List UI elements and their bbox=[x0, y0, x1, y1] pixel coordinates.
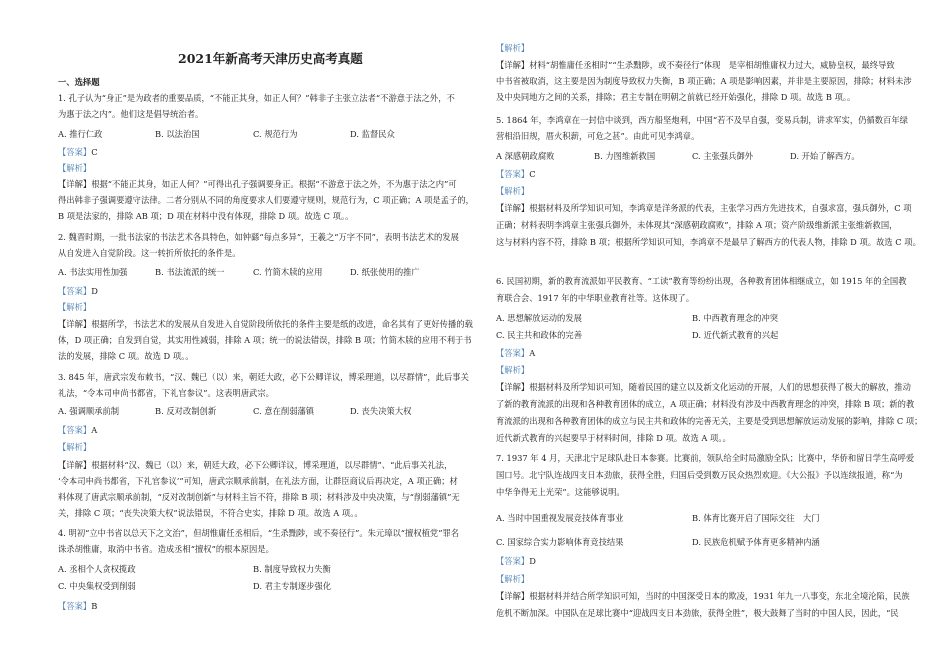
q2-option-a: A. 书法实用性加强 bbox=[58, 267, 128, 277]
q6-detail-line: 近代新式教育的兴起要早于材料时间，排除 D 项。故选 A 项。。 bbox=[496, 433, 731, 443]
q7-answer: 【答案】D bbox=[496, 556, 536, 566]
q3-option-a: A. 强调顺承前制 bbox=[58, 406, 120, 416]
q2-stem-line: 2. 魏晋时期，一批书法家的书法艺术各具特色，如钟繇“每点多异”，王羲之“万字不同”，表明书法艺术的发展 bbox=[58, 232, 459, 242]
q1-option-c: C. 规范行为 bbox=[253, 129, 298, 139]
q6-detail-line: 了新的教育流派的出现和各种教育团体的成立，A 项正确；材料没有涉及中西教育理念的冲突，排除 B 项；新的教 bbox=[496, 399, 915, 409]
q4-detail-line: 及中央同地方之间的关系，排除；君主专制在明朝之前就已经开始强化，排除 D 项。故选 B 项。。 bbox=[496, 92, 856, 102]
q2-analysis-label: 【解析】 bbox=[58, 302, 92, 312]
q3-option-c: C. 意在削弱藩镇 bbox=[253, 406, 315, 416]
q1-stem-line: 为惠于法之内”。他们这是倡导统治者。 bbox=[58, 109, 204, 119]
q4-detail-line: 中书省被取消，这主要是因为制度导致权力失衡，B 项正确；A 项是影响因素，并非是主要原因，排除；材料未涉 bbox=[496, 76, 912, 86]
q7-analysis-label: 【解析】 bbox=[496, 574, 530, 584]
q2-detail-line: 法的发展，排除 C 项。故选 D 项。。 bbox=[58, 351, 194, 361]
q6-detail-line: 育流派的出现和各种教育团体的成立与民主共和政体的完善无关，主要是受到思想解放运动发展的影响，排除 C 项； bbox=[496, 416, 923, 426]
q3-stem-line: 3. 845 年，唐武宗发布敕书，“汉、魏已（以）来，朝廷大政，必下公卿详议，博采理道，以尽群情”，此后事关 bbox=[58, 372, 469, 382]
q4-option-a: A. 丞相个人贪权揽政 bbox=[58, 564, 136, 574]
q5-answer: 【答案】C bbox=[496, 169, 536, 179]
q5-stem-line: 营相沿旧规，厝火积薪，可危之甚”。由此可见李鸿章。 bbox=[496, 131, 700, 141]
q5-option-d: D. 开始了解西方。 bbox=[790, 151, 860, 161]
q4-answer: 【答案】B bbox=[58, 601, 98, 611]
q2-detail-line: 【详解】根据所学，书法艺术的发展从自发进入自觉阶段所依托的条件主要是纸的改进，命名其有了更好传播的载 bbox=[58, 319, 473, 329]
q5-detail-line: 正确；材料表明李鸿章主张强兵御外，未体现其“深感朝政腐败”，排除 A 项；资产阶级维新派主张维新救国， bbox=[496, 220, 898, 230]
q1-stem-line: 1. 孔子认为“身正”是为政者的重要品质，“不能正其身，如正人何？”韩非子主张立法者“不游意于法之外，不 bbox=[58, 93, 455, 103]
q6-option-d: D. 近代新式教育的兴起 bbox=[692, 330, 779, 340]
q5-option-b: B. 力图维新救国 bbox=[594, 151, 656, 161]
q6-option-c: C. 民主共和政体的完善 bbox=[496, 330, 582, 340]
q6-option-b: B. 中西教育理念的冲突 bbox=[692, 313, 779, 323]
q3-detail-line: ‘令本司申尚书都省，下礼官参议’”可知，唐武宗顺承前制，在礼法方面，让群臣商议后再决定，A 项正确；材 bbox=[58, 476, 458, 486]
q7-option-d: D. 民族危机赋予体育更多精神内涵 bbox=[692, 537, 820, 547]
section-heading: 一、选择题 bbox=[58, 77, 100, 87]
q6-stem-line: 6. 民国初期，新的教育流派如平民教育、“工读”教育等纷纷出现，各种教育团体相继成立，如 1915 年的全国教 bbox=[496, 276, 907, 286]
q4-option-d: D. 君主专制逐步强化 bbox=[253, 581, 332, 591]
q3-detail-line: 关，排除 C 项；“丧失决策大权”说法错误，不符合史实，排除 D 项。故选 A 项。。 bbox=[58, 508, 363, 518]
q7-option-c: C. 国家综合实力影响体育竞技结果 bbox=[496, 537, 624, 547]
q1-detail-line: 得出韩非子强调要遵守法律。二者分别从不同的角度要求人们要遵守规则，规范行为，C 项正确；A 项是孟子的， bbox=[58, 195, 474, 205]
q7-option-a: A. 当时中国重视发展竞技体育事业 bbox=[496, 513, 624, 523]
q4-analysis-label: 【解析】 bbox=[496, 43, 530, 53]
q3-stem-line: 礼法，“令本司申尚书都省，下礼官参议”。这表明唐武宗。 bbox=[58, 388, 274, 398]
q5-option-a: A 深感朝政腐败 bbox=[496, 151, 555, 161]
q1-option-d: D. 监督民众 bbox=[350, 129, 395, 139]
q3-detail-line: 料体现了唐武宗顺承前制，“反对改制创新”与材料主旨不符，排除 B 项；材料涉及中央决策，与“削弱藩镇”无 bbox=[58, 492, 460, 502]
q1-answer: 【答案】C bbox=[58, 147, 98, 157]
page-title: 2021年新高考天津历史高考真题 bbox=[178, 51, 363, 66]
q7-detail-line: 【详解】根据材料并结合所学知识可知，当时的中国深受日本的欺凌，1931 年九一八事变，东北全境沦陷，民族 bbox=[496, 591, 910, 601]
q1-detail-line: B 项是法家的，排除 AB 项；D 项在材料中没有体现，排除 D 项。故选 C 项。。 bbox=[58, 211, 354, 221]
q5-detail-line: 这与材料内容不符，排除 B 项；根据所学知识可知，李鸿章不是最早了解西方的代表人物，排除 D 项。故选 C 项。 bbox=[496, 237, 921, 247]
q5-detail-line: 【详解】根据材料及所学知识可知，李鸿章是洋务派的代表，主张学习西方先进技术，自强求富，强兵御外，C 项 bbox=[496, 203, 912, 213]
q4-stem-line: 4. 明初“立中书省以总天下之文治”，但胡惟庸任丞相后，“生杀黜陟，或不奏径行”。朱元璋以“擅权植党”罪名 bbox=[58, 528, 460, 538]
q2-answer: 【答案】D bbox=[58, 286, 98, 296]
q3-detail-line: 【详解】根据材料“汉、魏已（以）来，朝廷大政，必下公卿详议，博采理道，以尽群情”、“此后事关礼法， bbox=[58, 460, 453, 470]
q5-option-c: C. 主张强兵御外 bbox=[692, 151, 754, 161]
q6-option-a: A. 思想解放运动的发展 bbox=[496, 313, 582, 323]
q7-detail-line: 危机不断加深。中国队在足球比赛中“迎战四支日本劲旅，获得全胜”，极大鼓舞了当时的中国人民，因此，“民 bbox=[496, 608, 899, 618]
q1-detail-line: 【详解】根据“不能正其身，如正人何？”可得出孔子强调要身正。根据“不游意于法之外，不为惠于法之内”可 bbox=[58, 179, 457, 189]
q6-stem-line: 育联合会、1917 年的中华职业教育社等。这体现了。 bbox=[496, 293, 694, 303]
q5-analysis-label: 【解析】 bbox=[496, 186, 530, 196]
q7-option-b: B. 体育比赛开启了国际交往 大门 bbox=[692, 513, 820, 523]
q4-detail-line: 【详解】材料“胡惟庸任丞相时”“生杀黜陟，或不奏径行”体现 是宰相胡惟庸权力过大，威胁皇权，最终导致 bbox=[496, 60, 895, 70]
q6-analysis-label: 【解析】 bbox=[496, 365, 530, 375]
q5-stem-line: 5. 1864 年，李鸿章在一封信中谈到，西方船坚炮利，中国“若不及早自强，变易兵制，讲求军实，仍循数百年绿 bbox=[496, 115, 908, 125]
q1-analysis-label: 【解析】 bbox=[58, 163, 92, 173]
q1-option-b: B. 以法治国 bbox=[155, 129, 200, 139]
q4-option-c: C. 中央集权受到削弱 bbox=[58, 581, 136, 591]
q2-option-c: C. 竹简木牍的应用 bbox=[253, 267, 323, 277]
q3-answer: 【答案】A bbox=[58, 425, 98, 435]
q4-stem-line: 诛杀胡惟庸，取消中书省。造成丞相“擅权”的根本原因是。 bbox=[58, 544, 274, 554]
q7-stem-line: 国口号。北宁队连战四支日本劲旅，获得全胜，归国后受到数万民众热烈欢迎。《大公报》予以连续报道，称“为 bbox=[496, 470, 903, 480]
q3-option-d: D. 丧失决策大权 bbox=[350, 406, 412, 416]
q6-answer: 【答案】A bbox=[496, 348, 536, 358]
q6-detail-line: 【详解】根据材料及所学知识可知，随着民国的建立以及新文化运动的开展，人们的思想获得了极大的解放，推动 bbox=[496, 382, 911, 392]
q7-stem-line: 7. 1937 年 4 月，天津北宁足球队赴日本参赛。比赛前，领队给全时局激励全队；比赛中，华侨和留日学生高呼爱 bbox=[496, 453, 915, 463]
q3-analysis-label: 【解析】 bbox=[58, 442, 92, 452]
q4-option-b: B. 制度导致权力失衡 bbox=[253, 564, 331, 574]
q2-detail-line: 体，D 项正确；自发到自觉，其实用性减弱，排除 A 项；统一的说法错误，排除 B 项；竹简木牍的应用不利于书 bbox=[58, 335, 472, 345]
q2-option-d: D. 纸张使用的推广 bbox=[350, 267, 420, 277]
q2-option-b: B. 书法流派的统一 bbox=[155, 267, 225, 277]
q3-option-b: B. 反对改制创新 bbox=[155, 406, 217, 416]
q2-stem-line: 从自发进入自觉阶段。这一转折所依托的条件是。 bbox=[58, 248, 241, 258]
q1-option-a: A. 推行仁政 bbox=[58, 129, 103, 139]
q7-stem-line: 中华争得无上光荣”。这能够说明。 bbox=[496, 487, 625, 497]
